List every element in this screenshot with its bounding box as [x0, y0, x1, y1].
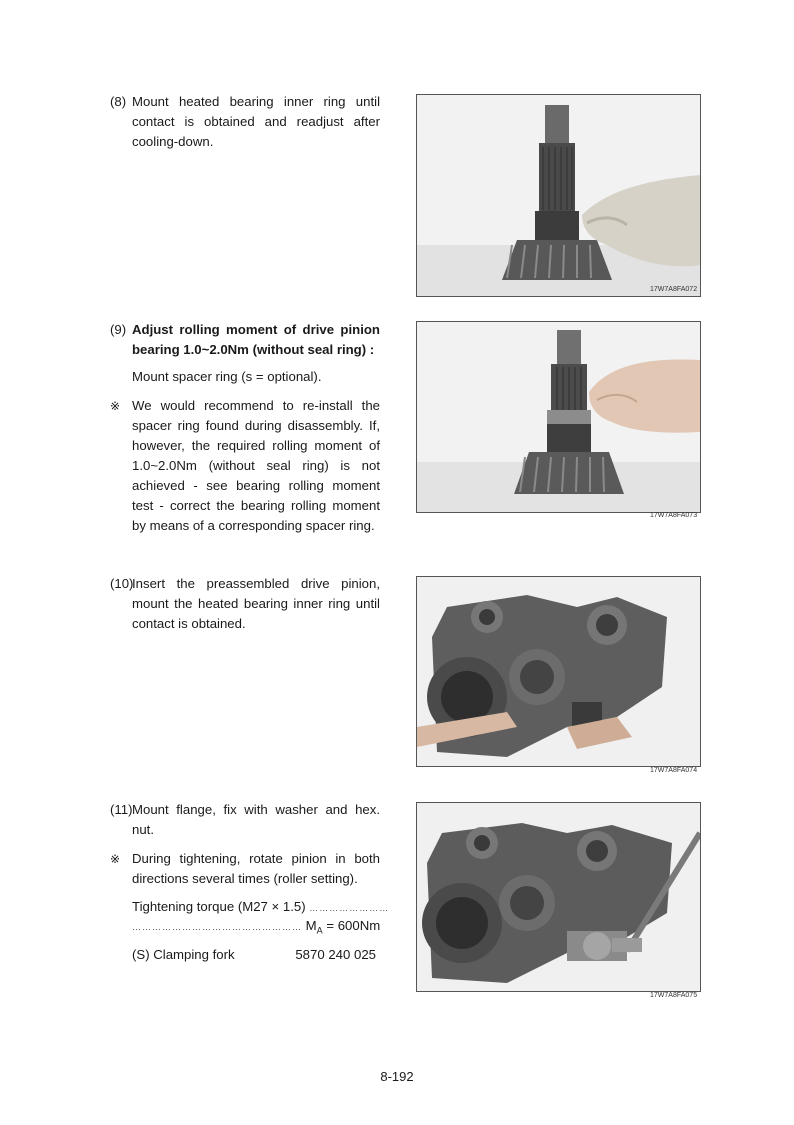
tool-label: (S) Clamping fork: [132, 947, 235, 962]
step-8-text: Mount heated bearing inner ring until contact is obtained and readjust after cooling-down.: [132, 94, 380, 149]
step-9-note: [110, 396, 380, 536]
step-11-note-text: During tightening, rotate pinion in both directions several times (roller setting).: [132, 851, 380, 886]
step-9-note-text: We would recommend to re-install the spacer ring found during disassembly. If, however, the required rolling moment of 1.0~2.0Nm (without seal ring) is not achieved - see bearing rolling moment test - correct the bearing rolling moment by means of a corresponding spacer ring.: [132, 398, 380, 533]
step-8: [110, 92, 380, 152]
step-9: [110, 320, 380, 360]
step-11-number: (11): [110, 802, 133, 817]
step-11-note: [110, 849, 380, 889]
step-11-text: Mount flange, fix with washer and hex. nut.: [132, 802, 380, 837]
step-9-number: (9): [110, 322, 127, 337]
photo-flange-tightening: [416, 802, 701, 992]
leader-dots: ……………………: [309, 903, 390, 913]
tool-line: [132, 946, 376, 964]
photo-bearing-inner-ring: [416, 94, 701, 297]
torque-value: $M_A = 600Nm$: [305, 918, 381, 936]
step-9-title: Adjust rolling moment of drive pinion bearing 1.0~2.0Nm (without seal ring) :: [132, 322, 380, 357]
caption-8: 17W7A8FA072: [650, 286, 698, 293]
leader-dots: ……………………………………………: [132, 922, 302, 932]
torque-spec-line: [132, 898, 389, 917]
step-8-number: (8): [110, 94, 127, 109]
page-number: 8-192: [380, 1069, 414, 1084]
step-9-text: Mount spacer ring (s = optional).: [132, 369, 322, 384]
step-11: [110, 800, 380, 840]
step-10-text: Insert the preassembled drive pinion, mount the heated bearing inner ring until contact is obtained.: [132, 576, 380, 631]
note-symbol: ※: [110, 852, 121, 866]
photo-drive-pinion: [416, 576, 701, 767]
caption-11: 17W7A8FA075: [650, 992, 698, 999]
tool-number: 5870 240 025: [295, 947, 376, 962]
torque-value-line: [132, 917, 380, 940]
step-10: [110, 574, 380, 634]
caption-10: 17W7A8FA074: [650, 767, 698, 774]
caption-9: 17W7A8FA073: [650, 512, 698, 519]
note-symbol: ※: [110, 399, 121, 413]
photo-spacer-ring: [416, 321, 701, 513]
torque-label: Tightening torque (M27 × 1.5): [132, 899, 306, 914]
step-10-number: (10): [110, 576, 134, 591]
